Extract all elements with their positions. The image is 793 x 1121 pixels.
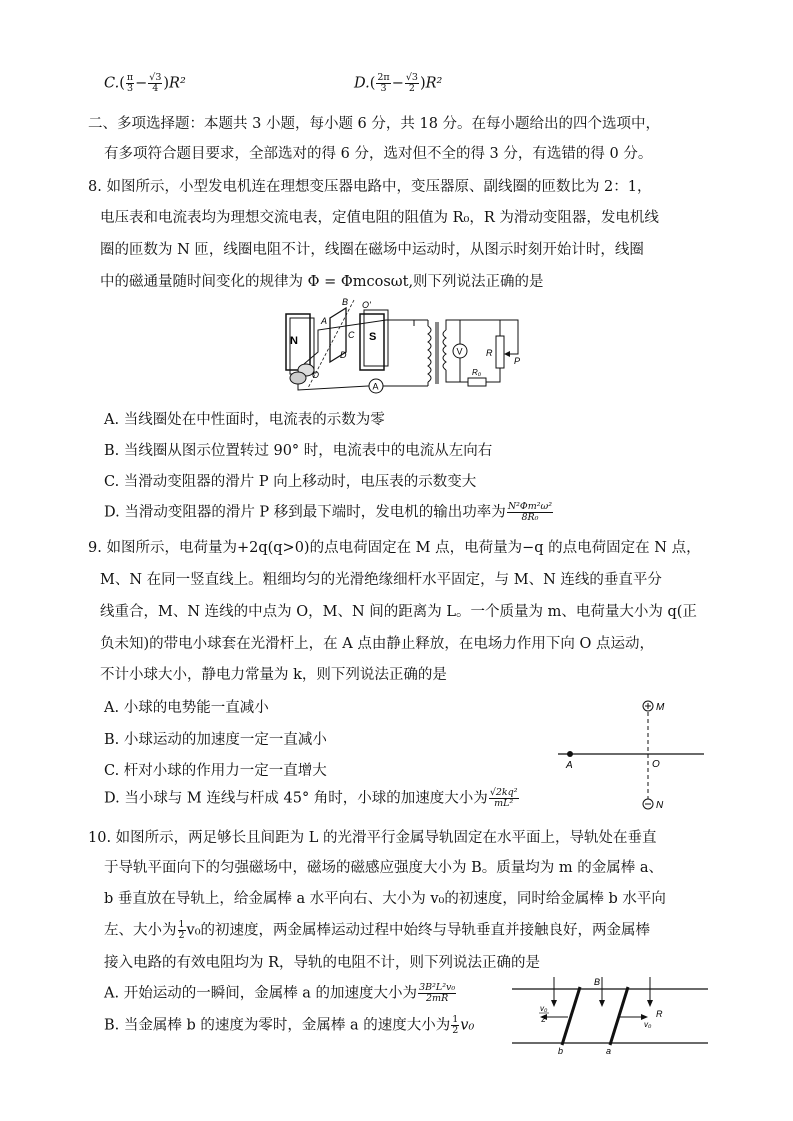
q9-option-b: B. 小球运动的加速度一定一直减小 <box>104 732 327 748</box>
q10-option-b: B. 当金属棒 b 的速度为零时，金属棒 a 的速度大小为 $\frac{1}{2}$ v₀ <box>104 1014 475 1036</box>
svg-text:V: V <box>456 346 463 357</box>
svg-text:A: A <box>566 760 573 771</box>
section2-line1: 二、多项选择题：本题共 3 小题，每小题 6 分，共 18 分。在每小题给出的四个选项中， <box>88 116 661 132</box>
prev-option-d: D.( $\frac{2\pi}{3}$ − $\frac{√3}{2}$ )R² <box>354 72 443 94</box>
q8-option-d: D. 当滑动变阻器的滑片 P 移到最下端时，发电机的输出功率为 $\frac{\text{N²Φm²ω²}}{\text{8R₀}}$ <box>104 501 553 523</box>
rheostat-r <box>496 336 504 368</box>
svg-text:2: 2 <box>541 1015 546 1024</box>
svg-text:B: B <box>342 297 349 307</box>
prev-option-c: C.( $\frac{\pi}{3}$ − $\frac{√3}{4}$ )R² <box>104 72 186 94</box>
svg-text:R: R <box>656 1009 663 1019</box>
svg-text:M: M <box>656 702 665 713</box>
svg-text:O': O' <box>362 300 371 310</box>
svg-text:O: O <box>312 370 320 380</box>
q10-rails-figure <box>510 975 710 1055</box>
svg-text:N: N <box>656 800 664 811</box>
q10-stem-line3: b 垂直放在导轨上，给金属棒 a 水平向右、大小为 v₀的初速度，同时给金属棒 b 水平向 <box>104 891 666 907</box>
q10-stem-line5: 接入电路的有效电阻均为 R，导轨的电阻不计，则下列说法正确的是 <box>104 955 541 971</box>
q8-stem-line1: 8. 如图所示，小型发电机连在理想变压器电路中，变压器原、副线圈的匝数比为 2：1， <box>88 179 652 195</box>
rod-b <box>562 987 580 1045</box>
svg-text:v₀: v₀ <box>644 1020 652 1029</box>
svg-text:R: R <box>486 348 493 358</box>
q9-option-d: D. 当小球与 M 连线与杆成 45° 角时，小球的加速度大小为 $\frac{\text{√2kq²}}{\text{mL²}}$ <box>104 787 518 809</box>
svg-text:P: P <box>514 356 521 366</box>
q9-stem-line5: 不计小球大小，静电力常量为 k，则下列说法正确的是 <box>100 667 447 683</box>
q8-stem-line4: 中的磁通量随时间变化的规律为 Φ = Φmcosωt,则下列说法正确的是 <box>100 274 544 290</box>
svg-text:N: N <box>290 335 298 347</box>
svg-text:A: A <box>321 316 328 326</box>
svg-text:D: D <box>340 350 347 360</box>
svg-text:A: A <box>372 381 379 392</box>
q9-option-c: C. 杆对小球的作用力一定一直增大 <box>104 763 327 779</box>
svg-text:a: a <box>606 1046 612 1055</box>
q8-stem-line2: 电压表和电流表均为理想交流电表，定值电阻的阻值为 R₀，R 为滑动变阻器，发电机线 <box>100 210 659 226</box>
q10-stem-line2: 于导轨平面向下的匀强磁场中，磁场的磁感应强度大小为 B。质量均为 m 的金属棒 a、 <box>104 860 663 876</box>
q9-stem-line4: 负未知)的带电小球套在光滑杆上，在 A 点由静止释放，在电场力作用下向 O 点运动， <box>100 636 654 652</box>
q9-charges-figure <box>556 698 706 814</box>
svg-text:R₀: R₀ <box>472 368 482 377</box>
svg-text:b: b <box>558 1046 564 1055</box>
q10-stem-line4: 左、大小为 $\frac{1}{2}$ v₀的初速度，两金属棒运动过程中始终与导轨垂直并接触良好，两金属棒 <box>104 919 651 941</box>
q9-option-a: A. 小球的电势能一直减小 <box>104 700 269 716</box>
svg-text:v₀: v₀ <box>540 1004 548 1013</box>
q9-stem-line2: M、N 在同一竖直线上。粗细均匀的光滑绝缘细杆水平固定，与 M、N 连线的垂直平分 <box>100 572 662 588</box>
r0-resistor <box>468 378 486 386</box>
rod-a <box>610 987 628 1045</box>
q10-option-a: A. 开始运动的一瞬间，金属棒 a 的加速度大小为 $\frac{\text{3B²L²v₀}}{2mR}$ <box>104 982 456 1004</box>
q10-stem-line1: 10. 如图所示，两足够长且间距为 L 的光滑平行金属导轨固定在水平面上，导轨处在垂直 <box>88 830 657 846</box>
section2-line2: 有多项符合题目要求，全部选对的得 6 分，选对但不全的得 3 分，有选错的得 0 分。 <box>104 146 653 162</box>
svg-text:B: B <box>594 977 601 987</box>
svg-text:C: C <box>348 330 355 340</box>
q8-option-c: C. 当滑动变阻器的滑片 P 向上移动时，电压表的示数变大 <box>104 474 477 490</box>
q8-generator-circuit-figure <box>278 296 528 400</box>
q8-option-a: A. 当线圈处在中性面时，电流表的示数为零 <box>104 412 385 428</box>
svg-text:S: S <box>369 331 377 343</box>
q8-option-b: B. 当线圈从图示位置转过 90° 时，电流表中的电流从左向右 <box>104 443 493 459</box>
ball-a <box>567 751 573 757</box>
q9-stem-line1: 9. 如图所示，电荷量为+2q(q>0)的点电荷固定在 M 点，电荷量为−q 的点电荷固定在 N 点， <box>88 540 701 556</box>
q9-stem-line3: 线重合，M、N 连线的中点为 O，M、N 间的距离为 L。一个质量为 m、电荷量大小为 q(正 <box>100 604 697 620</box>
svg-text:O: O <box>652 759 660 770</box>
q8-stem-line3: 圈的匝数为 N 匝，线圈电阻不计，线圈在磁场中运动时，从图示时刻开始计时，线圈 <box>100 242 644 258</box>
